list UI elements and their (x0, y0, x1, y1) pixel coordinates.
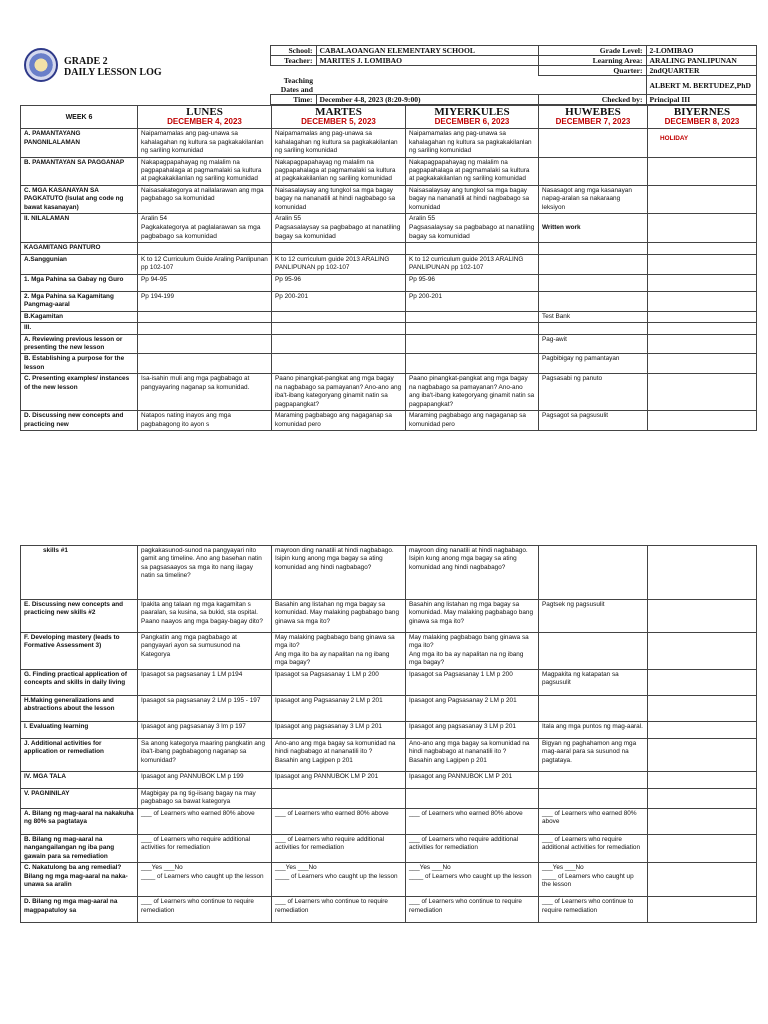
row-label: A. Reviewing previous lesson or presenting the new lesson (21, 334, 138, 354)
table-row (21, 738, 757, 771)
row-cell-day-2 (272, 334, 406, 354)
row-cell-day-4: Bigyan ng paghahamon ang mga mag-aaral para sa susunod na pagtataya. (539, 738, 648, 771)
page-1-rows (21, 129, 757, 431)
row-label: F. Developing mastery (leads to Formative Assessment 3) (21, 633, 138, 670)
row-cell-day-4: ___ of Learners who earned 80% above (539, 808, 648, 834)
row-cell-day-4: Written work (539, 214, 648, 243)
row-label: IV. MGA TALA (21, 771, 138, 788)
row-cell-day-4: Test Bank (539, 311, 648, 322)
row-cell-day-2: mayroon ding nanatili at hindi nagbabago. Isipin kung anong mga bagay sa ating komunidad ang hindi nagbabago? (272, 546, 406, 600)
day-name: HUWEBES (565, 106, 621, 119)
row-cell-day-4 (539, 274, 648, 291)
row-label: B. PAMANTAYAN SA PAGGANAP (21, 157, 138, 185)
row-cell-day-5 (648, 334, 757, 354)
row-cell-day-3 (406, 243, 539, 254)
row-cell-day-3: Nakapagpapahayag ng malalim na pagpapahalaga at pagmamalaki sa kultura at pagkakakilanlan ng sariling komunidad (406, 157, 539, 185)
log-title (64, 56, 162, 79)
row-cell-day-4: ___Yes ___No ____ of Learners who caught up the lesson (539, 863, 648, 897)
row-label: skills #1 (21, 546, 138, 600)
row-cell-day-1: Naipamamalas ang pag-unawa sa kahalagahan ng kultura sa pagkakakilanlan ng sariling komunidad (138, 129, 272, 157)
row-label: III. (21, 323, 138, 334)
row-cell-day-3 (406, 323, 539, 334)
row-label: B.Kagamitan (21, 311, 138, 322)
row-cell-day-5 (648, 834, 757, 862)
row-cell-day-1: Ipasagot sa pagsasanay 2 LM p 195 - 197 (138, 695, 272, 721)
row-cell-day-1: Ipakita ang talaan ng mga kagamitan s paaralan, sa kusina, sa bukid, sta ospital. Paano naayos ang mga bagay-bagay dito? (138, 600, 272, 633)
row-label: C. Presenting examples/ instances of the new lesson (21, 374, 138, 411)
row-cell-day-1: ___ of Learners who earned 80% above (138, 808, 272, 834)
row-cell-day-2: Naipamamalas ang pag-unawa sa kahalagahan ng kultura sa pagkakakilanlan ng sariling komunidad (272, 129, 406, 157)
table-row (21, 334, 757, 354)
row-cell-day-3 (406, 354, 539, 374)
row-cell-day-5 (648, 411, 757, 431)
table-row (21, 243, 757, 254)
row-cell-day-3: Paano pinangkat-pangkat ang mga bagay na nagbabago sa pamayanan? Ano-ano ang iba't-ibang kategoryang ginamit natin sa pagpapangkat? (406, 374, 539, 411)
row-cell-day-2: Ano-ano ang mga bagay sa komunidad na hindi nagbabago at nananatili ito ? Basahin ang Lagipen p 201 (272, 738, 406, 771)
row-cell-day-5 (648, 374, 757, 411)
row-label: A. Bilang ng mag-aaral na nakakuha ng 80% sa pagtataya (21, 808, 138, 834)
row-label: V. PAGNINILAY (21, 788, 138, 808)
row-cell-day-4: Pagbibigay ng pamantayan (539, 354, 648, 374)
row-cell-day-4 (539, 633, 648, 670)
row-cell-day-4 (539, 243, 648, 254)
row-label: 1. Mga Pahina sa Gabay ng Guro (21, 274, 138, 291)
row-cell-day-3: Pp 95-96 (406, 274, 539, 291)
learning-area-value: ARALING PANLIPUNAN (646, 56, 756, 66)
row-label: 2. Mga Pahina sa Kagamitang Pangmag-aaral (21, 291, 138, 311)
row-label: B. Bilang ng mag-aaral na nangangailangan ng iba pang gawain para sa remediation (21, 834, 138, 862)
row-cell-day-3: ___ of Learners who require additional activities for remediation (406, 834, 539, 862)
row-cell-day-2: Aralin 55 Pagsasalaysay sa pagbabago at nanatiling bagay sa komunidad (272, 214, 406, 243)
teacher-label: Teacher: (270, 56, 316, 66)
school-value: CABALAOANGAN ELEMENTARY SCHOOL (316, 46, 538, 56)
row-cell-day-2: Paano pinangkat-pangkat ang mga bagay na nagbabago sa pamayanan? Ano-ano ang iba't-ibang kategoryang ginamit natin sa pagpapangkat? (272, 374, 406, 411)
row-cell-day-4: ___ of Learners who require additional activities for remediation (539, 834, 648, 862)
table-row (21, 897, 757, 923)
dates-label-1: Teaching Dates and (280, 75, 313, 94)
row-label: A. PAMANTAYANG PANGNILALAMAN (21, 129, 138, 157)
row-cell-day-5 (648, 274, 757, 291)
row-cell-day-2: ___ of Learners who require additional activities for remediation (272, 834, 406, 862)
row-cell-day-2: Maraming pagbabago ang nagaganap sa komunidad pero (272, 411, 406, 431)
row-cell-day-4: Pag-awit (539, 334, 648, 354)
row-cell-day-1 (138, 354, 272, 374)
row-cell-day-5 (648, 243, 757, 254)
table-row (21, 374, 757, 411)
page-1 (20, 45, 756, 431)
row-cell-day-3: Ipasagot ang pagsasanay 3 LM p 201 (406, 721, 539, 738)
row-cell-day-1 (138, 334, 272, 354)
row-cell-day-5 (648, 311, 757, 322)
row-cell-day-1: Sa anong kategorya maaring pangkatin ang iba't-ibang pagbabagong naganap sa komunidad? (138, 738, 272, 771)
school-label: School: (270, 46, 316, 56)
day-header-miyerkules (406, 106, 539, 129)
row-cell-day-4: Magpakita ng katapatan sa pagsusulit (539, 669, 648, 695)
table-row (21, 129, 757, 157)
checked-title: Principal III (646, 95, 756, 105)
day-date: DECEMBER 5, 2023 (301, 117, 376, 127)
dates-value: December 4-8, 2023 (8:20-9:00) (316, 95, 538, 105)
header-table (20, 45, 757, 105)
row-cell-day-3: May malaking pagbabago bang ginawa sa mga ito? Ang mga ito ba ay napalitan na ng ibang mga bagay? (406, 633, 539, 670)
row-cell-day-2: ___ of Learners who continue to require remediation (272, 897, 406, 923)
row-label: I. Evaluating learning (21, 721, 138, 738)
checked-label: Checked by: (538, 95, 646, 105)
table-row (21, 808, 757, 834)
grade-title: GRADE 2 (64, 55, 108, 67)
row-cell-day-4: Pagsasabi ng panuto (539, 374, 648, 411)
row-cell-day-5 (648, 354, 757, 374)
row-cell-day-4 (539, 129, 648, 157)
row-cell-day-2: ___ of Learners who earned 80% above (272, 808, 406, 834)
table-row (21, 834, 757, 862)
row-cell-day-4 (539, 291, 648, 311)
row-cell-day-5 (648, 600, 757, 633)
row-cell-day-2: Ipasagot ang pagsasanay 3 LM p 201 (272, 721, 406, 738)
title-block (20, 46, 270, 105)
row-cell-day-5 (648, 863, 757, 897)
row-cell-day-4 (539, 323, 648, 334)
row-cell-day-3 (406, 334, 539, 354)
row-label: C. MGA KASANAYAN SA PAGKATUTO (Isulat ang code ng bawat kasanayan) (21, 185, 138, 213)
row-cell-day-5 (648, 695, 757, 721)
row-cell-day-3: Ipasagot ang Pagsasanay 2 LM p 201 (406, 695, 539, 721)
row-label: D. Bilang ng mga mag-aaral na magpapatuloy sa (21, 897, 138, 923)
row-cell-day-1: Pp 194-199 (138, 291, 272, 311)
row-cell-day-3: Aralin 55 Pagsasalaysay sa pagbabago at nanatiling bagay sa komunidad (406, 214, 539, 243)
row-label: B. Establishing a purpose for the lesson (21, 354, 138, 374)
table-row (21, 633, 757, 670)
row-cell-day-2: ___Yes ___No ____ of Learners who caught up the lesson (272, 863, 406, 897)
day-name: LUNES (186, 106, 223, 119)
row-cell-day-3: mayroon ding nanatili at hindi nagbabago. Isipin kung anong mga bagay sa ating komunidad ang hindi nagbabago? (406, 546, 539, 600)
row-label: G. Finding practical application of concepts and skills in daily living (21, 669, 138, 695)
table-row (21, 214, 757, 243)
row-cell-day-3: Ipasagot sa Pagsasanay 1 LM p 200 (406, 669, 539, 695)
row-cell-day-5 (648, 788, 757, 808)
row-cell-day-3: ___ of Learners who earned 80% above (406, 808, 539, 834)
row-label: J. Additional activities for application or remediation (21, 738, 138, 771)
row-cell-day-1: Natapos nating inayos ang mga pagbabagong ito ayon s (138, 411, 272, 431)
table-row (21, 546, 757, 600)
row-cell-day-2: Pp 95-96 (272, 274, 406, 291)
row-cell-day-1: Isa-isahin muli ang mga pagbabago at pangyayaring naganap sa komunidad. (138, 374, 272, 411)
row-label: E. Discussing new concepts and practicing new skills #2 (21, 600, 138, 633)
row-cell-day-3: ___ of Learners who continue to require remediation (406, 897, 539, 923)
row-cell-day-5 (648, 254, 757, 274)
row-cell-day-3: Naisasalaysay ang tungkol sa mga bagay bagay na nananatili at hindi nagbabago sa komunidad (406, 185, 539, 213)
table-row (21, 669, 757, 695)
row-cell-day-2 (272, 354, 406, 374)
row-cell-day-2 (272, 323, 406, 334)
table-row (21, 771, 757, 788)
row-cell-day-5 (648, 738, 757, 771)
row-cell-day-2: Ipasagot ang Pagsasanay 2 LM p 201 (272, 695, 406, 721)
row-cell-day-5 (648, 721, 757, 738)
row-cell-day-2: Nakapagpapahayag ng malalim na pagpapahalaga at pagmamalaki sa kultura at pagkakakilanlan ng sariling komunidad (272, 157, 406, 185)
row-cell-day-5 (648, 897, 757, 923)
table-row (21, 291, 757, 311)
row-cell-day-1: Ipasagot ang PANNUBOK LM p 199 (138, 771, 272, 788)
row-cell-day-2: Naisasalaysay ang tungkol sa mga bagay bagay na nananatili at hindi nagbabago sa komunidad (272, 185, 406, 213)
row-label: C. Nakatulong ba ang remedial? Bilang ng mga mag-aaral na naka-unawa sa aralin (21, 863, 138, 897)
row-cell-day-5 (648, 546, 757, 600)
row-cell-day-5 (648, 185, 757, 213)
table-row (21, 311, 757, 322)
page-2 (20, 545, 756, 923)
table-row (21, 157, 757, 185)
row-cell-day-4: Nasasagot ang mga kasanayan napag-aralan sa nakaraang leksiyon (539, 185, 648, 213)
day-date: DECEMBER 8, 2023 (664, 117, 740, 127)
row-cell-day-2: Ipasagot ang PANNUBOK LM P 201 (272, 771, 406, 788)
row-cell-day-1: K to 12 Curriculum Guide Araling Panlipunan pp 102-107 (138, 254, 272, 274)
row-label: A.Sanggunian (21, 254, 138, 274)
row-cell-day-1: Aralin 54 Pagkakategorya at paglalarawan sa mga pagbabago sa komunidad (138, 214, 272, 243)
table-row (21, 721, 757, 738)
daily-lesson-log-title: DAILY LESSON LOG (64, 67, 162, 78)
row-cell-day-4: Pagtsek ng pagsusulit (539, 600, 648, 633)
row-cell-day-1: Pp 94-95 (138, 274, 272, 291)
day-header-biyernes (648, 106, 757, 129)
row-cell-day-4: Pagsagot sa pagsusulit (539, 411, 648, 431)
table-row (21, 600, 757, 633)
row-cell-day-1 (138, 323, 272, 334)
table-row (21, 788, 757, 808)
row-cell-day-3: K to 12 curriculum guide 2013 ARALING PANLIPUNAN pp 102-107 (406, 254, 539, 274)
lesson-table-page-1 (20, 105, 757, 431)
row-cell-day-2 (272, 243, 406, 254)
day-date: DECEMBER 4, 2023 (167, 117, 242, 127)
row-cell-day-3: Ano-ano ang mga bagay sa komunidad na hindi nagbabago at nananatili ito ? Basahin ang Lagipen p 201 (406, 738, 539, 771)
day-date: DECEMBER 6, 2023 (434, 117, 510, 127)
page-2-rows (21, 546, 757, 923)
day-name: MIYERKULES (434, 106, 510, 119)
row-cell-day-3: Naipamamalas ang pag-unawa sa kahalagahan ng kultura sa pagkakakilanlan ng sariling komunidad (406, 129, 539, 157)
day-name: BIYERNES (673, 106, 731, 119)
row-cell-day-5 (648, 214, 757, 243)
row-cell-day-1: ___Yes ___No ____ of Learners who caught up the lesson (138, 863, 272, 897)
table-row (21, 185, 757, 213)
row-cell-day-1: Pangkatin ang mga pagbabago at pangyayari ayon sa sumusunod na Kategorya (138, 633, 272, 670)
row-cell-day-2 (272, 788, 406, 808)
day-date: DECEMBER 7, 2023 (555, 117, 631, 127)
row-cell-day-1: Magbigay pa ng tig-iisang bagay na may pagbabago sa bawat kategorya (138, 788, 272, 808)
row-cell-day-3: Basahin ang listahan ng mga bagay sa komunidad. May malaking pagbabago bang ginawa sa mga ito? (406, 600, 539, 633)
row-cell-day-4: Itala ang mga puntos ng mag-aaral. (539, 721, 648, 738)
week-label: WEEK 6 (21, 106, 138, 129)
lesson-table-page-2 (20, 545, 757, 923)
day-header-martes (272, 106, 406, 129)
row-cell-day-4 (539, 157, 648, 185)
grade-level-value: 2-LOMIBAO (646, 46, 756, 56)
quarter-value: 2ndQUARTER (646, 66, 756, 76)
row-cell-day-1 (138, 311, 272, 322)
row-cell-day-5: HOLIDAY (648, 129, 757, 157)
table-row (21, 323, 757, 334)
deped-seal-icon (24, 48, 58, 82)
row-cell-day-1: Ipasagot ang pagsasanay 3 lm p 197 (138, 721, 272, 738)
row-cell-day-2: Basahin ang listahan ng mga bagay sa komunidad. May malaking pagbabago bang ginawa sa mga ito? (272, 600, 406, 633)
row-cell-day-5 (648, 157, 757, 185)
row-cell-day-5 (648, 669, 757, 695)
day-header-lunes (138, 106, 272, 129)
row-cell-day-1: ___ of Learners who require additional activities for remediation (138, 834, 272, 862)
row-cell-day-3 (406, 311, 539, 322)
row-cell-day-1 (138, 243, 272, 254)
quarter-label: Quarter: (538, 66, 646, 76)
row-cell-day-4 (539, 695, 648, 721)
row-cell-day-4 (539, 771, 648, 788)
row-cell-day-2 (272, 311, 406, 322)
row-cell-day-5 (648, 291, 757, 311)
table-row (21, 274, 757, 291)
row-label: H.Making generalizations and abstractions about the lesson (21, 695, 138, 721)
row-cell-day-2: Ipasagot sa Pagsasanay 1 LM p 200 (272, 669, 406, 695)
row-cell-day-4: ___ of Learners who continue to require remediation (539, 897, 648, 923)
row-cell-day-1: Nakapagpapahayag ng malalim na pagpapahalaga at pagmamalaki sa kultura at pagkakakilanlan ng sariling komunidad (138, 157, 272, 185)
day-name: MARTES (315, 106, 362, 119)
grade-level-label: Grade Level: (538, 46, 646, 56)
learning-area-label: Learning Area: (538, 56, 646, 66)
row-cell-day-5 (648, 323, 757, 334)
dates-label-2: Time: (270, 95, 316, 105)
row-cell-day-5 (648, 771, 757, 788)
row-cell-day-3: ___Yes ___No ____ of Learners who caught up the lesson (406, 863, 539, 897)
row-label: KAGAMITANG PANTURO (21, 243, 138, 254)
row-cell-day-1: Naisasakategorya at nailalarawan ang mga pagbabago sa komunidad (138, 185, 272, 213)
row-cell-day-1: pagkakasunod-sunod na pangyayari nito gamit ang timeline. Ano ang basehan natin sa pagsasaayos sa mga ito nang ilagay natin sa timeline? (138, 546, 272, 600)
row-cell-day-3 (406, 788, 539, 808)
row-cell-day-4 (539, 546, 648, 600)
row-cell-day-3: Pp 200-201 (406, 291, 539, 311)
teacher-value: MARITES J. LOMIBAO (316, 56, 538, 66)
row-cell-day-4 (539, 788, 648, 808)
row-cell-day-1: ___ of Learners who continue to require remediation (138, 897, 272, 923)
table-row (21, 695, 757, 721)
checked-name: ALBERT M. BERTUDEZ,PhD (646, 76, 756, 95)
row-cell-day-3: Maraming pagbabago ang nagaganap sa komunidad pero (406, 411, 539, 431)
table-row (21, 411, 757, 431)
table-row (21, 354, 757, 374)
row-cell-day-4 (539, 254, 648, 274)
row-cell-day-2: May malaking pagbabago bang ginawa sa mga ito? Ang mga ito ba ay napalitan na ng ibang mga bagay? (272, 633, 406, 670)
row-cell-day-5 (648, 633, 757, 670)
row-label: II. NILALAMAN (21, 214, 138, 243)
row-cell-day-2: K to 12 curriculum guide 2013 ARALING PANLIPUNAN pp 102-107 (272, 254, 406, 274)
table-row (21, 254, 757, 274)
row-label: D. Discussing new concepts and practicing new (21, 411, 138, 431)
day-header-huwebes (539, 106, 648, 129)
row-cell-day-5 (648, 808, 757, 834)
row-cell-day-3: Ipasagot ang PANNUBOK LM P 201 (406, 771, 539, 788)
row-cell-day-1: Ipasagot sa pagsasanay 1 LM p194 (138, 669, 272, 695)
row-cell-day-2: Pp 200-201 (272, 291, 406, 311)
table-row (21, 863, 757, 897)
